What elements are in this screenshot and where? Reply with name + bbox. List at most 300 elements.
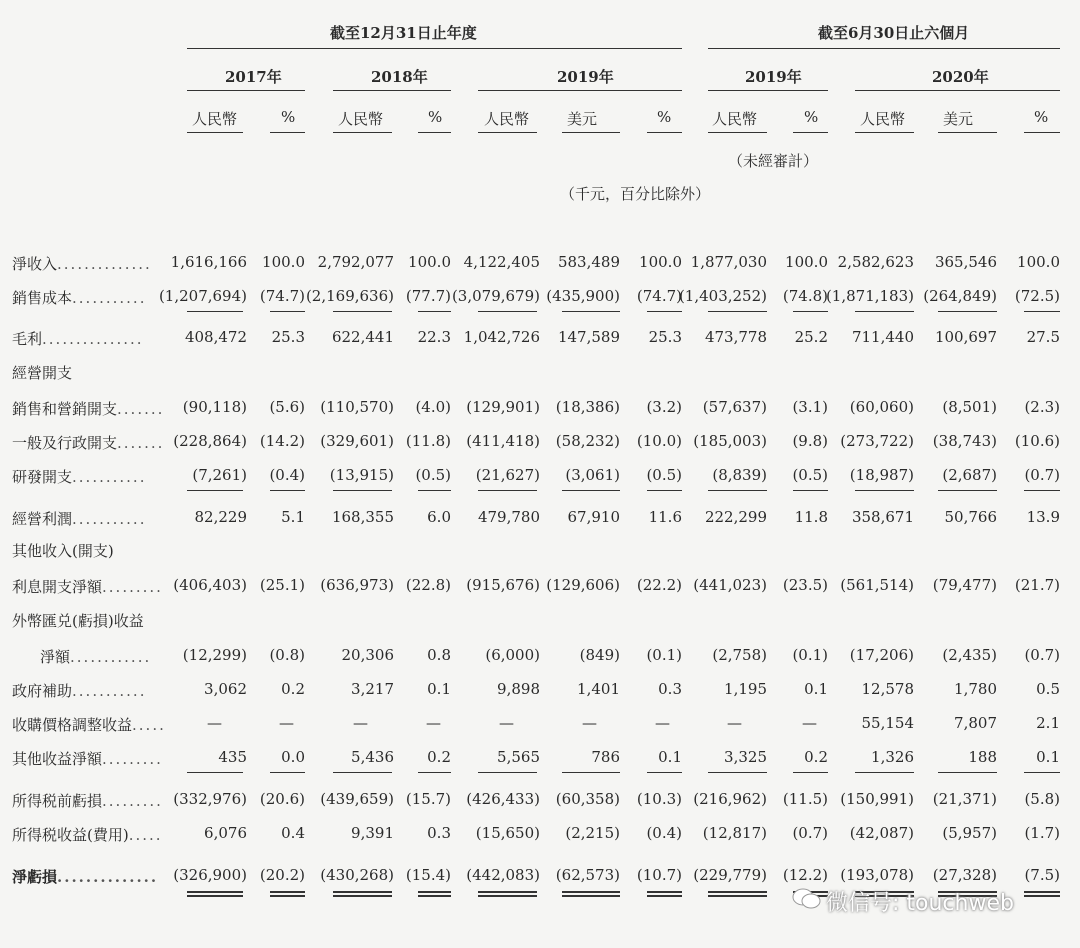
column-label-rule xyxy=(938,132,997,133)
row-label xyxy=(12,714,166,735)
total-double-rule xyxy=(187,891,243,897)
table-cell: (4.0) xyxy=(415,398,451,416)
table-cell: (561,514) xyxy=(840,576,914,594)
table-cell: 7,807 xyxy=(954,714,997,732)
table-cell: (21.7) xyxy=(1014,576,1060,594)
row-label xyxy=(12,680,146,701)
table-cell: (25.1) xyxy=(259,576,305,594)
subtotal-rule xyxy=(418,772,451,773)
subtotal-rule xyxy=(708,772,767,773)
row-label xyxy=(12,398,164,419)
table-cell: (77.7) xyxy=(405,287,451,305)
table-cell: (60,358) xyxy=(555,790,620,808)
column-label: % xyxy=(281,108,296,126)
table-cell: (228,864) xyxy=(173,432,247,450)
row-label-text: 經營開支 xyxy=(12,364,73,382)
row-label xyxy=(12,576,163,597)
subtotal-rule xyxy=(478,311,537,312)
unit-note: （千元，百分比除外） xyxy=(560,185,711,203)
table-cell: — xyxy=(655,714,670,732)
total-double-rule xyxy=(1024,891,1060,897)
table-cell: (1,403,252) xyxy=(678,287,767,305)
table-cell: 100.0 xyxy=(785,253,828,271)
table-cell: (2.3) xyxy=(1024,398,1060,416)
table-cell: (58,232) xyxy=(555,432,620,450)
table-cell: (18,987) xyxy=(849,466,914,484)
table-cell: (90,118) xyxy=(182,398,247,416)
table-cell: (0.7) xyxy=(1024,646,1060,664)
six-month-rule xyxy=(708,48,1060,49)
table-cell: (2,435) xyxy=(942,646,997,664)
table-cell: (57,637) xyxy=(702,398,767,416)
column-label-rule xyxy=(478,132,537,133)
subtotal-rule xyxy=(855,772,914,773)
leader-dots: ........... xyxy=(72,510,147,528)
table-cell: 1,780 xyxy=(954,680,997,698)
subtotal-rule xyxy=(793,490,828,491)
table-cell: (6,000) xyxy=(485,646,540,664)
wechat-icon xyxy=(792,888,822,910)
table-cell: 67,910 xyxy=(567,508,620,526)
row-label xyxy=(12,432,164,453)
row-label xyxy=(12,610,144,631)
table-cell: (11.8) xyxy=(405,432,451,450)
subtotal-rule xyxy=(855,311,914,312)
table-cell: (10.0) xyxy=(636,432,682,450)
table-cell: — xyxy=(727,714,742,732)
leader-dots: ......... xyxy=(102,578,163,596)
table-cell: 0.5 xyxy=(1036,680,1060,698)
subtotal-rule xyxy=(938,311,997,312)
table-cell: 5.1 xyxy=(281,508,305,526)
table-cell: (27,328) xyxy=(932,866,997,884)
row-label xyxy=(12,824,163,845)
leader-dots: ..... xyxy=(128,826,163,844)
table-cell: (185,003) xyxy=(693,432,767,450)
rule-h2019 xyxy=(708,90,828,91)
row-label-text: 淨收入 xyxy=(12,255,58,273)
table-cell: (7.5) xyxy=(1024,866,1060,884)
column-label-rule xyxy=(187,132,243,133)
table-cell: (13,915) xyxy=(329,466,394,484)
year-2018: 2018年 xyxy=(371,68,428,86)
column-label-rule xyxy=(562,132,620,133)
leader-dots: .............. xyxy=(57,255,152,273)
table-cell: 22.3 xyxy=(417,328,451,346)
table-cell: (12,299) xyxy=(182,646,247,664)
table-cell: 0.1 xyxy=(427,680,451,698)
rule-2018 xyxy=(333,90,451,91)
table-cell: 0.1 xyxy=(1036,748,1060,766)
table-cell: (0.5) xyxy=(646,466,682,484)
table-cell: 1,401 xyxy=(577,680,620,698)
rule-h2020 xyxy=(855,90,1060,91)
column-label-rule xyxy=(793,132,828,133)
column-label: 人民幣 xyxy=(338,110,384,128)
table-cell: (216,962) xyxy=(693,790,767,808)
leader-dots: ....... xyxy=(117,400,165,418)
rule-2017 xyxy=(187,90,305,91)
table-cell: (3.1) xyxy=(792,398,828,416)
table-cell: 27.5 xyxy=(1026,328,1060,346)
table-cell: 222,299 xyxy=(704,508,767,526)
table-cell: 2,582,623 xyxy=(837,253,914,271)
row-label xyxy=(12,328,144,349)
table-cell: 1,326 xyxy=(871,748,914,766)
table-cell: (0.5) xyxy=(792,466,828,484)
table-cell: (1.7) xyxy=(1024,824,1060,842)
subtotal-rule xyxy=(562,490,620,491)
table-cell: (22.8) xyxy=(405,576,451,594)
subtotal-rule xyxy=(562,311,620,312)
table-cell: 0.0 xyxy=(281,748,305,766)
column-label: % xyxy=(804,108,819,126)
row-label-text: 其他收益淨額 xyxy=(12,750,103,768)
table-cell: 583,489 xyxy=(557,253,620,271)
row-label-text: 所得税前虧損 xyxy=(12,792,103,810)
table-cell: — xyxy=(207,714,222,732)
column-label: 美元 xyxy=(943,110,974,128)
table-cell: (8,839) xyxy=(712,466,767,484)
table-cell: (74.7) xyxy=(636,287,682,305)
year-2019: 2019年 xyxy=(557,68,614,86)
column-label-rule xyxy=(333,132,392,133)
subtotal-rule xyxy=(708,311,767,312)
half-2019: 2019年 xyxy=(745,68,802,86)
subtotal-rule xyxy=(1024,311,1060,312)
column-label: 人民幣 xyxy=(712,110,758,128)
table-cell: — xyxy=(582,714,597,732)
table-cell: (15.4) xyxy=(405,866,451,884)
six-month-header: 截至6月30日止六個月 xyxy=(818,24,970,42)
table-cell: 5,436 xyxy=(351,748,394,766)
table-cell: 168,355 xyxy=(331,508,394,526)
column-label: % xyxy=(1034,108,1049,126)
table-cell: 6,076 xyxy=(204,824,247,842)
table-cell: (0.5) xyxy=(415,466,451,484)
table-cell: 408,472 xyxy=(184,328,247,346)
table-cell: 365,546 xyxy=(934,253,997,271)
unaudited-note: （未經審計） xyxy=(728,152,819,170)
table-cell: (273,722) xyxy=(840,432,914,450)
table-cell: 25.3 xyxy=(271,328,305,346)
table-cell: 9,391 xyxy=(351,824,394,842)
table-cell: 100,697 xyxy=(934,328,997,346)
table-cell: (915,676) xyxy=(466,576,540,594)
row-label-text: 收購價格調整收益 xyxy=(12,716,133,734)
table-cell: (3,079,679) xyxy=(451,287,540,305)
table-cell: 0.2 xyxy=(281,680,305,698)
table-cell: (1,207,694) xyxy=(158,287,247,305)
row-label-text: 所得税收益(費用) xyxy=(12,826,129,844)
table-cell: (5.6) xyxy=(269,398,305,416)
table-cell: (5.8) xyxy=(1024,790,1060,808)
table-cell: 622,441 xyxy=(331,328,394,346)
table-cell: 711,440 xyxy=(851,328,914,346)
subtotal-rule xyxy=(1024,490,1060,491)
table-cell: (2,687) xyxy=(942,466,997,484)
column-label-rule xyxy=(708,132,767,133)
row-label-text: 利息開支淨額 xyxy=(12,578,103,596)
table-cell: (23.5) xyxy=(782,576,828,594)
row-label xyxy=(12,790,163,811)
table-cell: (329,601) xyxy=(320,432,394,450)
table-cell: (0.1) xyxy=(646,646,682,664)
column-label-rule xyxy=(1024,132,1060,133)
column-label-rule xyxy=(855,132,914,133)
row-label-text: 政府補助 xyxy=(12,682,73,700)
table-cell: (42,087) xyxy=(849,824,914,842)
table-cell: 0.1 xyxy=(804,680,828,698)
subtotal-rule xyxy=(647,490,682,491)
table-cell: (74.8) xyxy=(782,287,828,305)
table-cell: 3,062 xyxy=(204,680,247,698)
row-label xyxy=(12,866,158,887)
row-label xyxy=(12,540,114,561)
column-label: 人民幣 xyxy=(860,110,906,128)
row-label xyxy=(12,508,146,529)
table-cell: (20.2) xyxy=(259,866,305,884)
table-cell: (442,083) xyxy=(466,866,540,884)
row-label xyxy=(12,362,72,383)
table-cell: (14.2) xyxy=(259,432,305,450)
table-cell: 479,780 xyxy=(477,508,540,526)
subtotal-rule xyxy=(938,490,997,491)
leader-dots: .............. xyxy=(57,868,159,886)
table-cell: (15,650) xyxy=(475,824,540,842)
table-cell: (72.5) xyxy=(1014,287,1060,305)
table-cell: 20,306 xyxy=(341,646,394,664)
subtotal-rule xyxy=(562,772,620,773)
table-cell: 0.8 xyxy=(427,646,451,664)
subtotal-rule xyxy=(938,772,997,773)
table-cell: (7,261) xyxy=(192,466,247,484)
table-cell: (8,501) xyxy=(942,398,997,416)
subtotal-rule xyxy=(708,490,767,491)
table-cell: (426,433) xyxy=(466,790,540,808)
total-double-rule xyxy=(270,891,305,897)
leader-dots: ........... xyxy=(72,682,147,700)
table-cell: 188 xyxy=(968,748,997,766)
subtotal-rule xyxy=(647,772,682,773)
subtotal-rule xyxy=(647,311,682,312)
table-cell: 100.0 xyxy=(408,253,451,271)
subtotal-rule xyxy=(478,490,537,491)
subtotal-rule xyxy=(270,311,305,312)
table-cell: (21,627) xyxy=(475,466,540,484)
table-cell: (12,817) xyxy=(702,824,767,842)
table-cell: 0.4 xyxy=(281,824,305,842)
leader-dots: ........... xyxy=(72,289,147,307)
subtotal-rule xyxy=(333,490,392,491)
watermark-text: 微信号: touchweb xyxy=(826,891,1014,916)
table-cell: (411,418) xyxy=(466,432,540,450)
subtotal-rule xyxy=(270,772,305,773)
table-cell: 0.3 xyxy=(658,680,682,698)
subtotal-rule xyxy=(1024,772,1060,773)
subtotal-rule xyxy=(418,311,451,312)
leader-dots: ....... xyxy=(117,434,165,452)
table-cell: 13.9 xyxy=(1026,508,1060,526)
table-cell: (18,386) xyxy=(555,398,620,416)
table-cell: 25.3 xyxy=(648,328,682,346)
table-cell: (17,206) xyxy=(849,646,914,664)
table-cell: (129,901) xyxy=(466,398,540,416)
table-cell: (10.3) xyxy=(636,790,682,808)
table-cell: 1,195 xyxy=(724,680,767,698)
table-cell: (229,779) xyxy=(693,866,767,884)
table-cell: 786 xyxy=(591,748,620,766)
table-cell: 100.0 xyxy=(1017,253,1060,271)
table-cell: — xyxy=(353,714,368,732)
table-cell: (326,900) xyxy=(173,866,247,884)
table-cell: (20.6) xyxy=(259,790,305,808)
table-cell: (0.7) xyxy=(1024,466,1060,484)
table-cell: 100.0 xyxy=(639,253,682,271)
table-cell: (2,169,636) xyxy=(305,287,394,305)
table-cell: (1,871,183) xyxy=(825,287,914,305)
table-cell: 100.0 xyxy=(262,253,305,271)
table-cell: — xyxy=(802,714,817,732)
column-label: % xyxy=(657,108,672,126)
table-cell: (10.6) xyxy=(1014,432,1060,450)
subtotal-rule xyxy=(418,490,451,491)
table-cell: 1,877,030 xyxy=(690,253,767,271)
table-cell: (60,060) xyxy=(849,398,914,416)
table-cell: (435,900) xyxy=(546,287,620,305)
year-end-header: 截至12月31日止年度 xyxy=(330,24,477,42)
row-label-text: 銷售和營銷開支 xyxy=(12,400,118,418)
table-cell: 6.0 xyxy=(427,508,451,526)
table-cell: (3.2) xyxy=(646,398,682,416)
row-label-text: 經營利潤 xyxy=(12,510,73,528)
row-label-text: 一般及行政開支 xyxy=(12,434,118,452)
rule-2019 xyxy=(478,90,682,91)
table-cell: 5,565 xyxy=(497,748,540,766)
column-label: 人民幣 xyxy=(484,110,530,128)
table-cell: 0.2 xyxy=(427,748,451,766)
table-cell: 12,578 xyxy=(861,680,914,698)
table-cell: (150,991) xyxy=(840,790,914,808)
table-cell: 358,671 xyxy=(851,508,914,526)
table-cell: — xyxy=(499,714,514,732)
table-cell: (3,061) xyxy=(565,466,620,484)
table-cell: 55,154 xyxy=(861,714,914,732)
row-label-text: 研發開支 xyxy=(12,468,73,486)
table-cell: (15.7) xyxy=(405,790,451,808)
table-cell: 1,042,726 xyxy=(463,328,540,346)
table-cell: (0.7) xyxy=(792,824,828,842)
table-cell: 3,325 xyxy=(724,748,767,766)
table-cell: (12.2) xyxy=(782,866,828,884)
row-label xyxy=(12,466,146,487)
table-cell: (9.8) xyxy=(792,432,828,450)
table-cell: (2,215) xyxy=(565,824,620,842)
total-double-rule xyxy=(478,891,537,897)
row-label-text: 外幣匯兑(虧損)收益 xyxy=(12,612,144,630)
table-cell: 11.6 xyxy=(648,508,682,526)
subtotal-rule xyxy=(855,490,914,491)
table-cell: (21,371) xyxy=(932,790,997,808)
table-cell: 473,778 xyxy=(704,328,767,346)
total-double-rule xyxy=(418,891,451,897)
subtotal-rule xyxy=(333,311,392,312)
table-cell: (62,573) xyxy=(555,866,620,884)
table-cell: 9,898 xyxy=(497,680,540,698)
subtotal-rule xyxy=(793,311,828,312)
table-cell: 82,229 xyxy=(194,508,247,526)
leader-dots: ......... xyxy=(102,792,163,810)
table-cell: (110,570) xyxy=(320,398,394,416)
table-cell: 435 xyxy=(218,748,247,766)
table-cell: 1,616,166 xyxy=(170,253,247,271)
table-cell: 2.1 xyxy=(1036,714,1060,732)
column-label: 美元 xyxy=(567,110,598,128)
table-cell: (332,976) xyxy=(173,790,247,808)
subtotal-rule xyxy=(793,772,828,773)
total-double-rule xyxy=(333,891,392,897)
total-double-rule xyxy=(647,891,682,897)
table-cell: 0.3 xyxy=(427,824,451,842)
year-end-rule xyxy=(187,48,682,49)
table-cell: (193,078) xyxy=(840,866,914,884)
table-cell: (439,659) xyxy=(320,790,394,808)
column-label-rule xyxy=(647,132,682,133)
half-2020: 2020年 xyxy=(932,68,989,86)
table-cell: 0.1 xyxy=(658,748,682,766)
row-label-text: 毛利 xyxy=(12,330,43,348)
subtotal-rule xyxy=(187,772,243,773)
column-label-rule xyxy=(270,132,305,133)
table-cell: (0.1) xyxy=(792,646,828,664)
table-cell: 3,217 xyxy=(351,680,394,698)
table-cell: 147,589 xyxy=(557,328,620,346)
table-cell: — xyxy=(279,714,294,732)
table-cell: (5,957) xyxy=(942,824,997,842)
table-cell: 11.8 xyxy=(794,508,828,526)
leader-dots: ............ xyxy=(70,648,152,666)
table-cell: (38,743) xyxy=(932,432,997,450)
table-cell: 0.2 xyxy=(804,748,828,766)
row-label xyxy=(12,287,146,308)
leader-dots: ........... xyxy=(72,468,147,486)
column-label: 人民幣 xyxy=(192,110,238,128)
row-label-text: 淨虧損 xyxy=(12,868,58,886)
total-double-rule xyxy=(562,891,620,897)
row-label-text: 淨額 xyxy=(40,648,71,666)
leader-dots: ..... xyxy=(132,716,166,734)
row-label-text: 銷售成本 xyxy=(12,289,73,307)
subtotal-rule xyxy=(478,772,537,773)
column-label: % xyxy=(428,108,443,126)
subtotal-rule xyxy=(187,490,243,491)
table-cell: (441,023) xyxy=(693,576,767,594)
row-label xyxy=(12,748,163,769)
year-2017: 2017年 xyxy=(225,68,282,86)
column-label-rule xyxy=(418,132,451,133)
table-cell: 25.2 xyxy=(794,328,828,346)
subtotal-rule xyxy=(270,490,305,491)
table-cell: (22.2) xyxy=(636,576,682,594)
table-cell: (430,268) xyxy=(320,866,394,884)
table-cell: 4,122,405 xyxy=(463,253,540,271)
table-cell: (0.4) xyxy=(646,824,682,842)
leader-dots: ............... xyxy=(42,330,144,348)
table-cell: (0.8) xyxy=(269,646,305,664)
subtotal-rule xyxy=(333,772,392,773)
table-cell: (79,477) xyxy=(932,576,997,594)
total-double-rule xyxy=(708,891,767,897)
